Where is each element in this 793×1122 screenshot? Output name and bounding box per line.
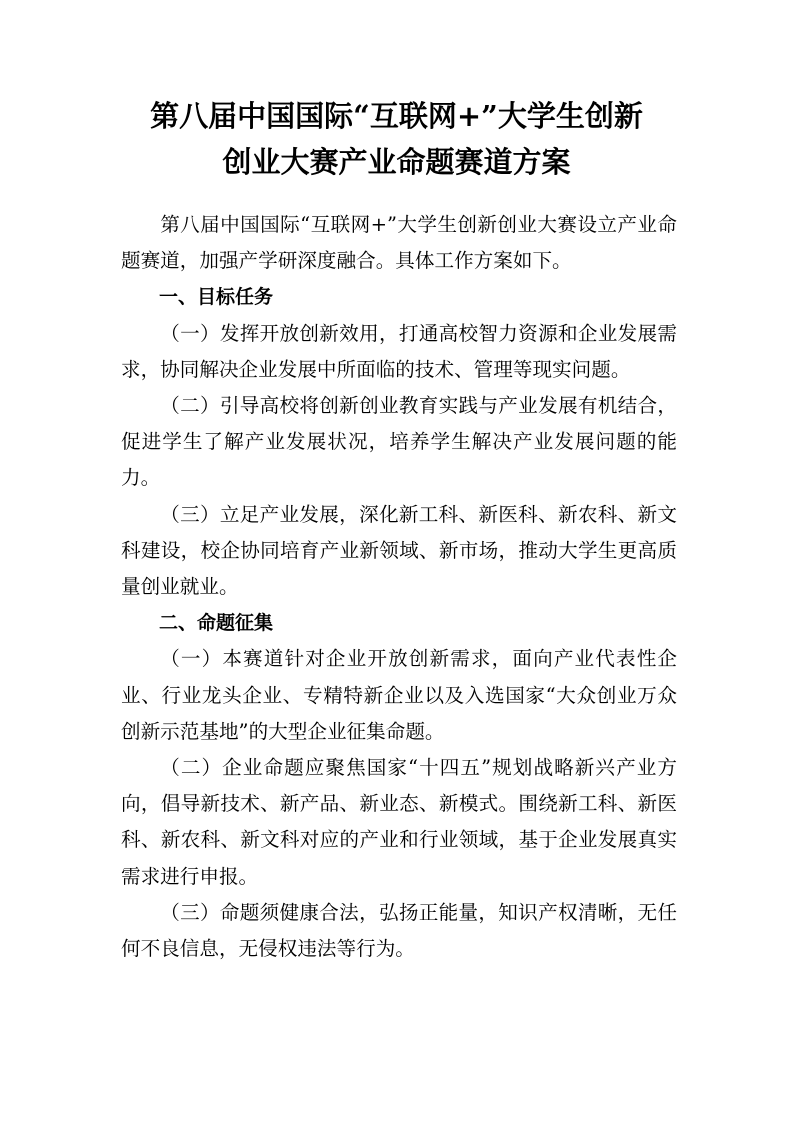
collection-item-3: （三）命题须健康合法，弘扬正能量，知识产权清晰，无任何不良信息，无侵权违法等行为。 bbox=[121, 900, 677, 961]
goals-item-3: （三）立足产业发展，深化新工科、新医科、新农科、新文科建设，校企协同培育产业新领域、新市场，推动大学生更高质量创业就业。 bbox=[121, 502, 677, 599]
title-line-2: 创业大赛产业命题赛道方案 bbox=[222, 145, 571, 179]
document-title bbox=[0, 93, 793, 185]
collection-item-2: （二）企业命题应聚焦国家“十四五”规划战略新兴产业方向，倡导新技术、新产品、新业态、新模式。围绕新工科、新医科、新农科、新文科对应的产业和行业领域，基于企业发展真实需求进行申报。 bbox=[121, 756, 677, 888]
collection-item-1: （一）本赛道针对企业开放创新需求，面向产业代表性企业、行业龙头企业、专精特新企业以及入选国家“大众创业万众创新示范基地”的大型企业征集命题。 bbox=[121, 647, 677, 743]
title-line-1: 第八届中国国际“互联网+”大学生创新 bbox=[150, 99, 643, 133]
section-heading-collection: 二、命题征集 bbox=[159, 612, 274, 635]
intro-paragraph: 第八届中国国际“互联网+”大学生创新创业大赛设立产业命题赛道，加强产学研深度融合。具体工作方案如下。 bbox=[121, 213, 677, 273]
goals-item-1: （一）发挥开放创新效用，打通高校智力资源和企业发展需求，协同解决企业发展中所面临的技术、管理等现实问题。 bbox=[121, 321, 677, 381]
section-heading-goals: 一、目标任务 bbox=[159, 286, 274, 309]
goals-item-2: （二）引导高校将创新创业教育实践与产业发展有机结合，促进学生了解产业发展状况，培养学生解决产业发展问题的能力。 bbox=[121, 394, 677, 490]
document-body bbox=[121, 207, 677, 967]
